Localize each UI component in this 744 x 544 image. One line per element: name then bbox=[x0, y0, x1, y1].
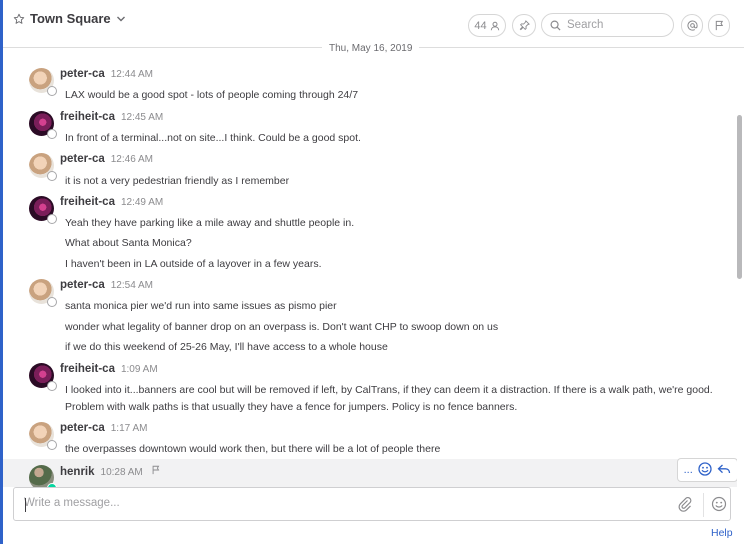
post-username[interactable]: freiheit-ca bbox=[60, 111, 115, 123]
post-hover-actions bbox=[677, 458, 737, 482]
channel-name: Town Square bbox=[30, 11, 111, 26]
member-count: 44 bbox=[474, 19, 487, 32]
pin-icon bbox=[519, 20, 530, 31]
post-message: In front of a terminal...not on site...I think. Could be a good spot. bbox=[65, 132, 361, 144]
search-box[interactable] bbox=[541, 13, 674, 37]
chevron-down-icon[interactable] bbox=[116, 14, 126, 24]
freiheit-ca-avatar[interactable] bbox=[29, 196, 54, 221]
status-offline-icon bbox=[47, 297, 57, 307]
freiheit-ca-avatar[interactable] bbox=[29, 363, 54, 388]
post-message: it is not a very pedestrian friendly as I remember bbox=[65, 175, 290, 187]
paperclip-icon[interactable] bbox=[677, 496, 693, 517]
flag-post-icon[interactable] bbox=[151, 465, 161, 475]
peter-ca-avatar[interactable] bbox=[29, 153, 54, 178]
star-icon[interactable] bbox=[13, 13, 25, 25]
post-time[interactable]: 1:17 AM bbox=[110, 423, 148, 434]
post-time[interactable]: 1:09 AM bbox=[120, 364, 158, 375]
post-username[interactable]: freiheit-ca bbox=[60, 196, 115, 208]
flagged-posts-button[interactable] bbox=[708, 14, 730, 37]
post-message: if we do this weekend of 25-26 May, I'll have access to a whole house bbox=[65, 341, 388, 353]
post-message: santa monica pier we'd run into same issues as pismo pier bbox=[65, 300, 337, 312]
post-time[interactable]: 12:54 AM bbox=[110, 280, 154, 291]
post-username[interactable]: henrik bbox=[60, 466, 95, 478]
channel-title-dropdown[interactable] bbox=[13, 11, 126, 26]
post-message: LAX would be a good spot - lots of people coming through 24/7 bbox=[65, 89, 359, 101]
message-input[interactable] bbox=[24, 497, 664, 513]
post-message: I haven't been in LA outside of a layover in a few years. bbox=[65, 258, 322, 270]
composer-divider bbox=[703, 493, 704, 517]
at-sign-icon bbox=[687, 20, 698, 31]
search-input[interactable] bbox=[567, 19, 662, 31]
post-username[interactable]: peter-ca bbox=[60, 279, 105, 291]
flag-icon bbox=[714, 20, 725, 31]
status-offline-icon bbox=[47, 381, 57, 391]
post-message: the overpasses downtown would work then, but there will be a lot of people there bbox=[65, 443, 441, 455]
post-username[interactable]: peter-ca bbox=[60, 422, 105, 434]
status-offline-icon bbox=[47, 214, 57, 224]
post-username[interactable]: peter-ca bbox=[60, 68, 105, 80]
emoji-picker-icon[interactable] bbox=[711, 496, 727, 517]
post-message: Yeah they have parking like a mile away and shuttle people in. bbox=[65, 217, 355, 229]
post-time[interactable]: 12:49 AM bbox=[120, 197, 164, 208]
help-link[interactable]: Help bbox=[711, 527, 733, 539]
smile-icon[interactable] bbox=[698, 462, 712, 479]
channel-header bbox=[3, 0, 744, 48]
reply-icon[interactable] bbox=[717, 462, 731, 479]
peter-ca-avatar[interactable] bbox=[29, 68, 54, 93]
henrik-avatar[interactable] bbox=[29, 465, 54, 487]
post-list bbox=[3, 49, 737, 487]
user-icon bbox=[490, 21, 500, 31]
post-message: What about Santa Monica? bbox=[65, 237, 192, 249]
post-username[interactable]: peter-ca bbox=[60, 153, 105, 165]
status-offline-icon bbox=[47, 440, 57, 450]
message-composer bbox=[13, 487, 731, 521]
freiheit-ca-avatar[interactable] bbox=[29, 111, 54, 136]
date-separator: Thu, May 16, 2019 bbox=[322, 42, 419, 55]
member-count-button[interactable] bbox=[468, 14, 506, 37]
post-username[interactable]: freiheit-ca bbox=[60, 363, 115, 375]
status-offline-icon bbox=[47, 171, 57, 181]
status-offline-icon bbox=[47, 86, 57, 96]
post-message: wonder what legality of banner drop on an overpass is. Don't want CHP to swoop down on us bbox=[65, 321, 499, 333]
post-message: I looked into it...banners are cool but will be removed if left, by CalTrans, if they can deem it a distraction. If there is a walk path, we're good. Problem with walk paths is that usually they have a fence for jumpers. Policy is no fence banners. bbox=[65, 384, 713, 413]
post-time[interactable]: 12:46 AM bbox=[110, 154, 154, 165]
post-time[interactable]: 12:44 AM bbox=[110, 69, 154, 80]
search-icon bbox=[550, 20, 561, 31]
post-time[interactable]: 12:45 AM bbox=[120, 112, 164, 123]
post-list-scrollbar[interactable] bbox=[737, 115, 742, 279]
recent-mentions-button[interactable] bbox=[681, 14, 703, 37]
peter-ca-avatar[interactable] bbox=[29, 422, 54, 447]
peter-ca-avatar[interactable] bbox=[29, 279, 54, 304]
pinned-posts-button[interactable] bbox=[512, 14, 536, 37]
text-caret bbox=[25, 498, 26, 512]
post-time[interactable]: 10:28 AM bbox=[100, 467, 143, 478]
more-actions-button[interactable]: ... bbox=[683, 464, 693, 476]
status-offline-icon bbox=[47, 129, 57, 139]
